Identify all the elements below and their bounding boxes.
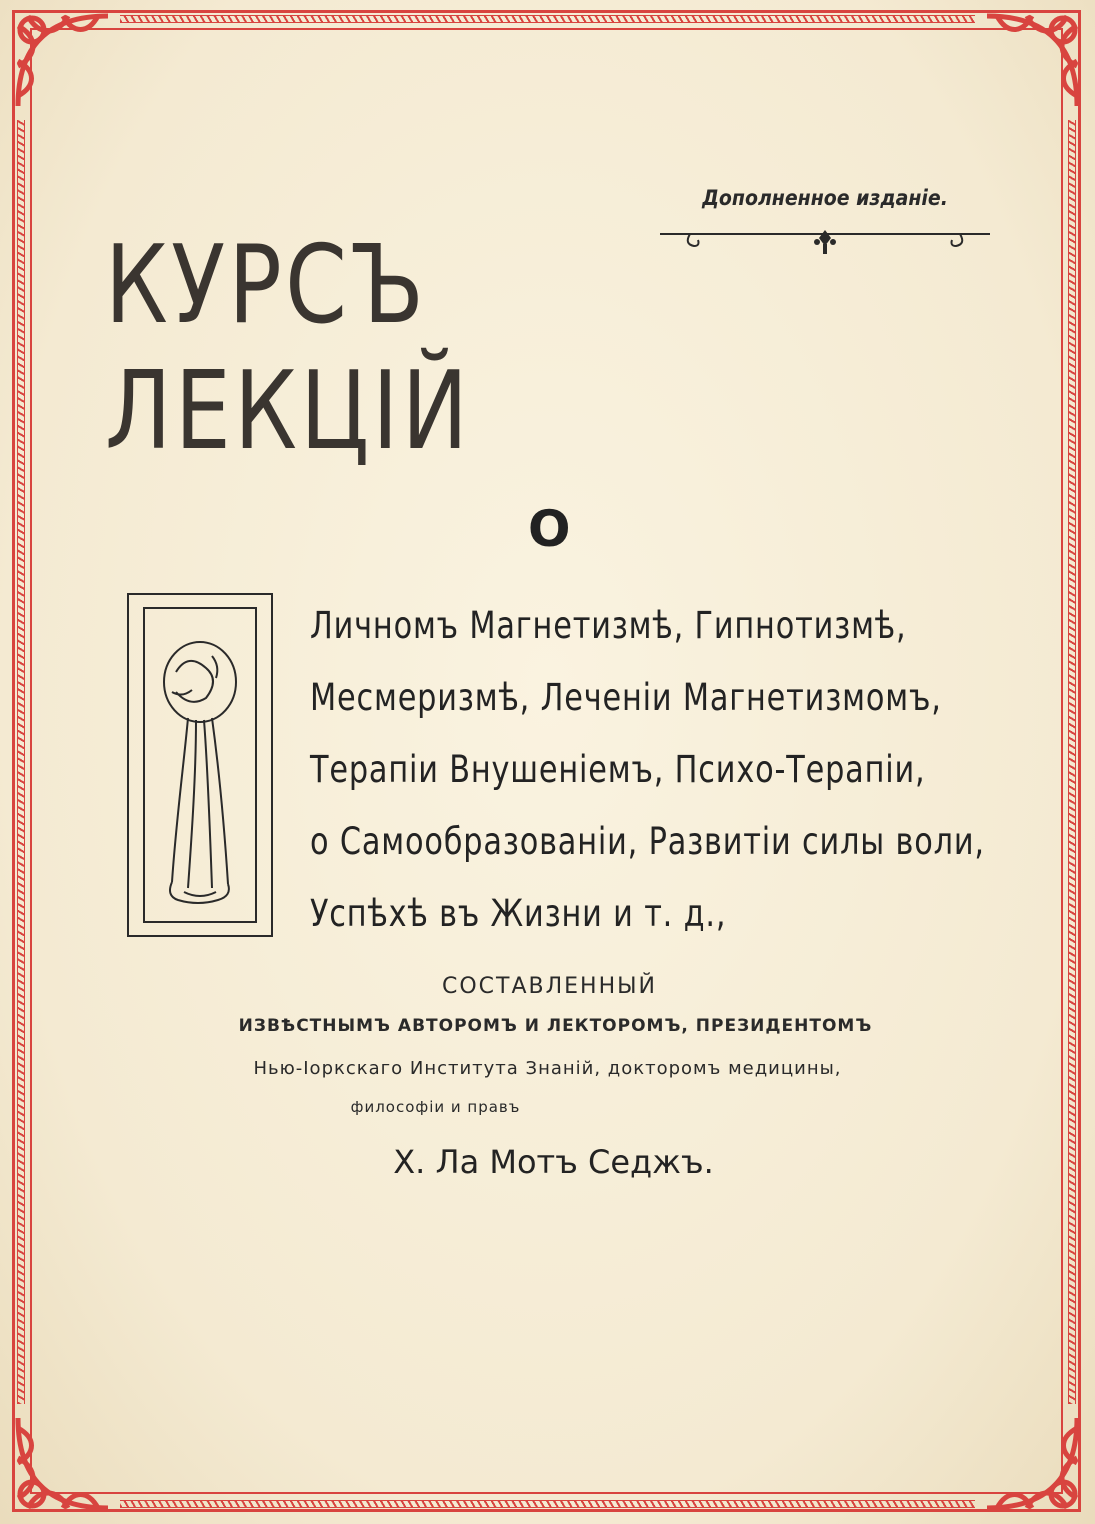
- author-credentials-line: Нью-Іоркскаго Института Знаній, докторомъ медицины,: [253, 1058, 842, 1079]
- topic-line: Успѣхѣ въ Жизни и т. д.,: [310, 892, 727, 935]
- topics-list: [310, 604, 990, 964]
- author-credentials-line: философіи и правъ: [350, 1098, 521, 1116]
- rope-border-right: [1068, 120, 1076, 1404]
- corner-knot-ornament: [8, 6, 118, 116]
- corner-knot-ornament: [8, 1408, 118, 1518]
- corner-knot-ornament: [977, 1408, 1087, 1518]
- rope-border-left: [17, 120, 25, 1404]
- flourish-rule: [660, 222, 990, 256]
- title-line-1: КУРСЪ: [105, 223, 428, 348]
- rope-border-top: [120, 15, 975, 23]
- title-preposition: О: [528, 500, 571, 558]
- art-nouveau-initial-ornament: [126, 592, 274, 938]
- rope-border-bottom: [120, 1500, 975, 1508]
- topic-line: о Самообразованіи, Развитіи силы воли,: [310, 820, 985, 863]
- corner-knot-ornament: [977, 6, 1087, 116]
- title-line-2: ЛЕКЦІЙ: [105, 349, 472, 474]
- topic-line: Личномъ Магнетизмѣ, Гипнотизмѣ,: [310, 604, 907, 647]
- topic-line: Терапіи Внушеніемъ, Психо-Терапіи,: [310, 748, 926, 791]
- author-name: Х. Ла Мотъ Седжъ.: [393, 1143, 714, 1181]
- edition-note: Дополненное изданіе.: [702, 186, 948, 210]
- composed-label: СОСТАВЛЕННЫЙ: [441, 974, 658, 999]
- author-credentials-line: ИЗВѢСТНЫМЪ АВТОРОМЪ И ЛЕКТОРОМЪ, ПРЕЗИДЕНТОМЪ: [238, 1016, 873, 1036]
- topic-line: Месмеризмѣ, Леченіи Магнетизмомъ,: [310, 676, 942, 719]
